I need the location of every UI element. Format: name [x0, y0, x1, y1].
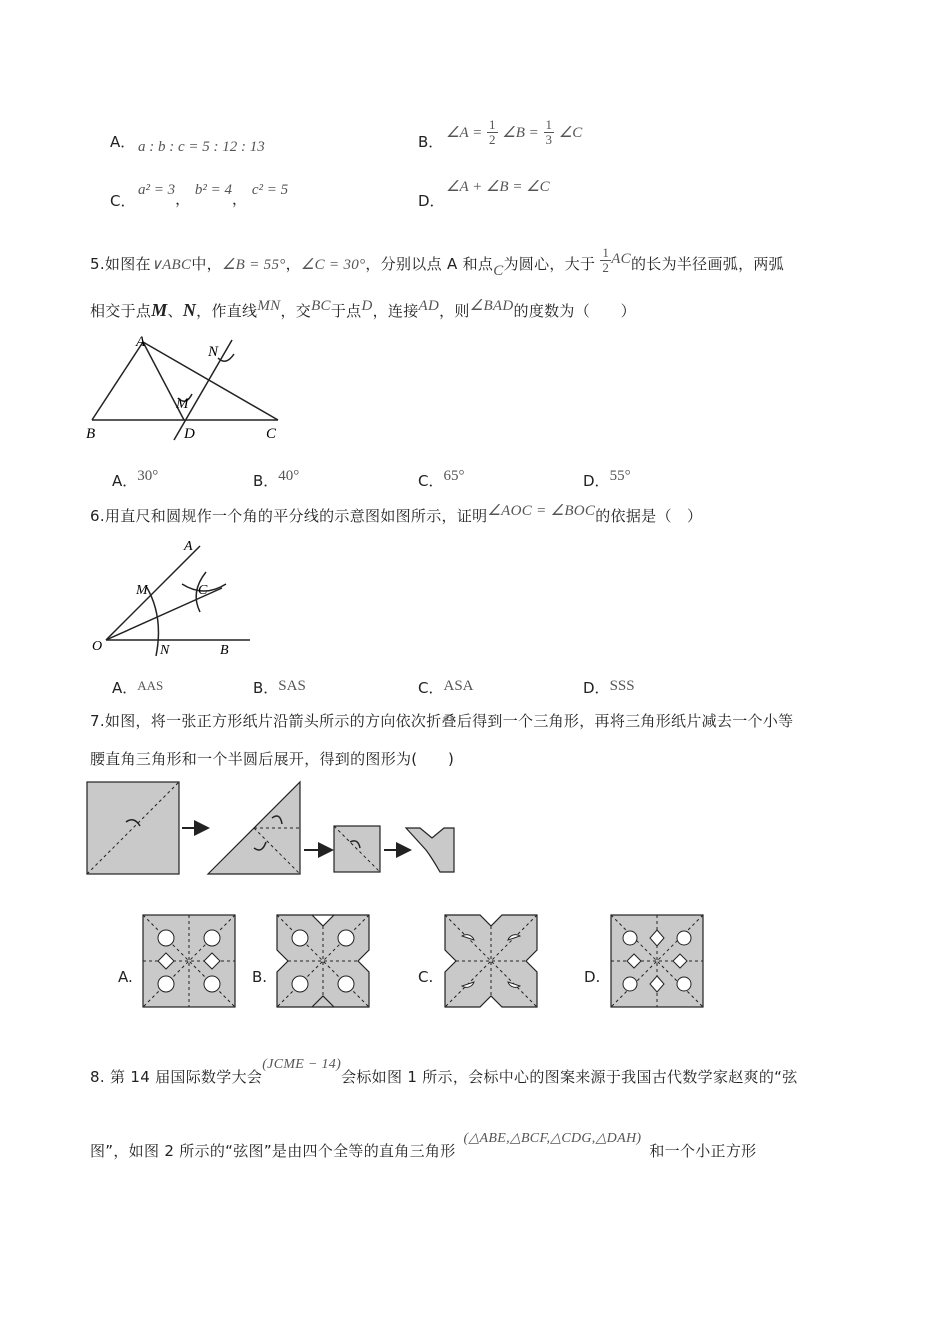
- q6-option-d: D．SSS: [583, 678, 635, 697]
- q7-option-a-figure: [142, 914, 236, 1008]
- q7-option-b-figure: [276, 914, 370, 1008]
- q5-label-B: B: [86, 426, 96, 442]
- q6-label-N: N: [160, 643, 170, 658]
- q6-option-c: C．ASA: [418, 678, 474, 697]
- q4-option-c-expression: a² = 3， b² = 4， c² = 5: [138, 182, 289, 208]
- q4-option-d-label: D．: [418, 192, 445, 210]
- q6-label-A: A: [184, 539, 193, 554]
- q4-b-part1: ∠A =: [446, 125, 483, 141]
- q4-option-b-expression: [446, 118, 582, 147]
- q4-option-b-label: B．: [418, 133, 444, 151]
- q7-option-d-label: D.: [584, 968, 601, 986]
- q5-label-N: N: [208, 344, 219, 360]
- q7-cut-shape: [406, 828, 454, 872]
- q5-label-D: D: [184, 426, 195, 442]
- q7-option-c-label: C.: [418, 968, 434, 986]
- q5-label-C: C: [266, 426, 277, 442]
- q4-option-c-label: C．: [110, 192, 136, 210]
- q5-line-1: 5.如图在∨ABC中，∠B = 55°，∠C = 30°，分别以点 A 和点C为圆心，大于 $\frac{1}{2}$ AC的长为半径画弧，两弧: [90, 245, 784, 279]
- q5-label-M: M: [176, 396, 189, 412]
- q7-fold-triangle: [208, 782, 300, 874]
- q7-option-a-label: A.: [118, 968, 133, 986]
- q6-label-C: C: [198, 583, 208, 598]
- q7-option-d-figure: [610, 914, 704, 1008]
- q5-option-a: A．30°: [112, 468, 159, 490]
- q5-line-2: 相交于点M、N，作直线MN，交BC于点D，连接AD，则∠BAD的度数为（ ）: [90, 298, 636, 320]
- q6-label-M: M: [136, 583, 148, 598]
- q5-option-d: D．55°: [583, 468, 631, 490]
- q8-line-1: 8. 第 14 届国际数学大会(JCME − 14)会标如图 1 所示，会标中心的图案来源于我国古代数学家赵爽的“弦: [90, 1057, 798, 1086]
- q6-label-B: B: [220, 643, 229, 658]
- q4-option-a-label: A．: [110, 133, 136, 151]
- q6-option-b: B．SAS: [253, 678, 306, 697]
- q7-line-2: 腰直角三角形和一个半圆后展开，得到的图形为( ): [90, 750, 455, 768]
- q4-b-part3: ∠C: [558, 125, 583, 141]
- q4-option-d-text: ∠A + ∠B = ∠C: [446, 179, 550, 195]
- q6-question-line: 6.用直尺和圆规作一个角的平分线的示意图如图所示，证明∠AOC = ∠BOC的依据是（ ）: [90, 503, 703, 525]
- q6-label-O: O: [92, 639, 103, 654]
- q7-fold-square: [87, 782, 179, 874]
- q6-bisector-figure: [88, 536, 258, 658]
- q8-line-2: 图”，如图 2 所示的“弦图”是由四个全等的直角三角形(△ABE,△BCF,△CDG,△DAH)和一个小正方形: [90, 1131, 757, 1160]
- q7-line-1: 7.如图，将一张正方形纸片沿箭头所示的方向依次折叠后得到一个三角形，再将三角形纸片减去一个小等: [90, 712, 794, 730]
- q6-option-a: A．AAS: [112, 678, 164, 697]
- q5-label-A: A: [136, 334, 146, 350]
- q4-option-a-text: a : b : c = 5 : 12 : 13: [138, 139, 265, 155]
- q5-option-b: B．40°: [253, 468, 300, 490]
- q7-fold-small-square: [334, 826, 380, 872]
- q7-folding-sequence-figure: [86, 780, 466, 880]
- q5-triangle-figure: [80, 328, 290, 446]
- q4-b-frac1: $\frac{1}{2}$: [489, 117, 496, 147]
- q5-fraction: $\frac{1}{2}$: [602, 245, 610, 275]
- q4-b-part2: ∠B =: [502, 125, 539, 141]
- q4-b-frac2: $\frac{1}{3}$: [545, 117, 553, 147]
- q5-option-c: C．65°: [418, 468, 465, 490]
- q7-option-b-label: B.: [252, 968, 268, 986]
- q7-option-c-figure: [444, 914, 538, 1008]
